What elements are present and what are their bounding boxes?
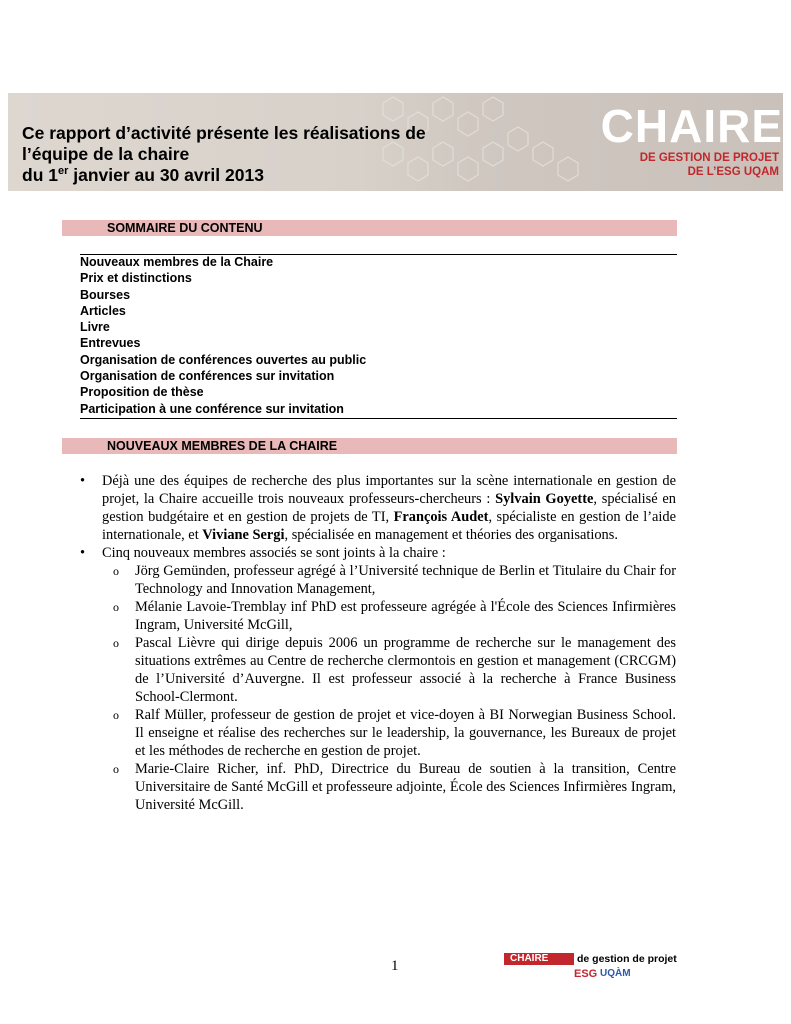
- associate-member-item: o Ralf Müller, professeur de gestion de projet et vice-doyen à BI Norwegian Business School. Il enseigne et réalise des recherches sur le leadership, la gouvernance, les Bureaux de projet et les méthodes de recherche en gestion de projet.: [113, 707, 676, 759]
- circle-bullet-icon: o: [113, 564, 119, 578]
- circle-bullet-icon: o: [113, 636, 119, 650]
- section-heading: NOUVEAUX MEMBRES DE LA CHAIRE: [107, 439, 338, 453]
- toc-item: Participation à une conférence sur invitation: [80, 401, 344, 416]
- footer-logo-description: de gestion de projet: [577, 953, 677, 965]
- title-line-1: Ce rapport d’activité présente les réalisations de: [22, 123, 426, 143]
- title-line-2: l’équipe de la chaire: [22, 144, 190, 164]
- logo-subtitle-line-1: DE GESTION DE PROJET: [639, 152, 779, 164]
- toc-heading-bar: [62, 220, 677, 236]
- toc-item: Nouveaux membres de la Chaire: [80, 255, 274, 269]
- table-of-contents: [80, 254, 366, 417]
- associate-member-item: o Pascal Lièvre qui dirige depuis 2006 un programme de recherche sur le management des situations extrêmes au Centre de recherche clermontois en gestion et management (CRCGM) de l’Université d’Auvergne. Il est professeur associé à la recherche à France Business School-Clermont.: [113, 635, 676, 705]
- member-name: Sylvain Goyette: [495, 491, 594, 507]
- circle-bullet-icon: o: [113, 762, 119, 776]
- associate-member-item: o Jörg Gemünden, professeur agrégé à l’Université technique de Berlin et Titulaire du Chair for Technology and Innovation Management,: [113, 563, 676, 597]
- circle-bullet-icon: o: [113, 708, 119, 722]
- bullet-paragraph-1: • Déjà une des équipes de recherche des plus importantes sur la scène internationale en gestion de projet, la Chaire accueille trois nouveaux professeurs-chercheurs : Sylvain Goyette, spécialisé en gestion budgétaire et en gestion de projets de TI, François Audet, spécialiste en gestion de l’aide internationale, et Viviane Sergi, spécialisée en management et théories des organisations.: [80, 473, 676, 543]
- footer-logo-esg: ESG: [574, 968, 598, 980]
- toc-item: Prix et distinctions: [80, 271, 192, 286]
- bullet-paragraph-2: • Cinq nouveaux membres associés se sont joints à la chaire :: [80, 545, 446, 561]
- toc-item: Organisation de conférences ouvertes au public: [80, 352, 367, 367]
- toc-item: Entrevues: [80, 336, 141, 351]
- toc-bottom-rule: [80, 418, 677, 419]
- toc-heading: SOMMAIRE DU CONTENU: [107, 221, 263, 235]
- toc-item: Proposition de thèse: [80, 385, 204, 400]
- section-content: [80, 472, 676, 814]
- toc-item: Articles: [80, 303, 126, 318]
- footer-logo-chaire: CHAIRE: [510, 953, 549, 964]
- footer-logo-uqam: UQÀM: [600, 968, 631, 979]
- logo-subtitle-line-2: DE L’ESG UQAM: [687, 166, 779, 178]
- title-superscript: er: [57, 165, 69, 178]
- associate-member-item: o Mélanie Lavoie-Tremblay inf PhD est professeure agrégée à l'École des Sciences Infirmières Ingram, Université McGill,: [113, 599, 676, 633]
- header-banner: [8, 93, 783, 191]
- bullet-icon: •: [80, 545, 86, 561]
- toc-item: Bourses: [80, 287, 131, 302]
- section-heading-bar: [62, 438, 677, 454]
- footer-logo: [504, 953, 689, 983]
- title-line-3-start: du 1: [22, 165, 58, 185]
- member-name: François Audet: [393, 509, 489, 525]
- title-line-3-end: janvier au 30 avril 2013: [68, 165, 264, 185]
- page-number: 1: [391, 958, 399, 974]
- member-name: Viviane Sergi: [202, 527, 285, 543]
- toc-item: Livre: [80, 320, 110, 335]
- chaire-logo-word: CHAIRE: [600, 100, 783, 152]
- bullet-icon: •: [80, 473, 86, 489]
- associate-member-item: o Marie-Claire Richer, inf. PhD, Directrice du Bureau de soutien à la transition, Centre Universitaire de Santé McGill et professeure adjointe, École des Sciences Infirmières Ingram, Université McGill.: [113, 761, 676, 813]
- toc-item: Organisation de conférences sur invitation: [80, 369, 335, 384]
- page-title: [22, 123, 482, 186]
- circle-bullet-icon: o: [113, 600, 119, 614]
